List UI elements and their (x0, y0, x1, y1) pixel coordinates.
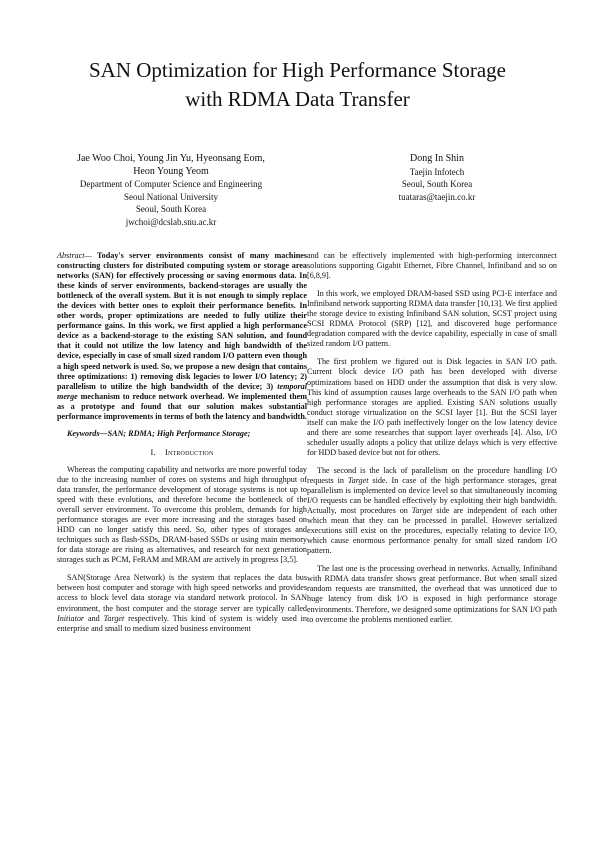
author-email: jwchoi@dcslab.snu.ac.kr (125, 216, 217, 227)
right-paragraph-1: and can be effectively implemented with high-performing interconnect solutions supporting Gigabit Ethernet, Fibre Channel, Infiniband and so on [6,8,9]. (307, 251, 557, 281)
paper-title (40, 56, 555, 114)
abstract-text-2: mechanism to reduce network overhead. We implemented them as a prototype and found that our solution makes substantial performance improvements in terms of both the latency and bandwidth. (57, 391, 307, 421)
author-department: Department of Computer Science and Engineering (79, 179, 263, 189)
abstract-text-1: Today's server environments consist of many machines constructing clusters for distributed computing system or storage area networks (SAN) for effectively processing or saving enormous data. In these kinds of server environments, backend-storages are usually the bottleneck of the overall system. But it is not enough to simply replace the devices with better ones to exploit their performance benefits. In other words, proper optimizations are needed to fully utilize their performance gains. In this work, we first applied a high performance device as a backend-storage to the existing SAN solution, and found that it could not utilize the low latency and high bandwidth of the device, especially in case of small sized random I/O pattern even though a high speed network is used. So, we propose a new design that contains three optimizations: 1) removing disk legacies to lower I/O latency; 2) parallelism to utilize the high bandwidth of the device; 3) (57, 251, 307, 391)
title-line-1: SAN Optimization for High Performance Storage (89, 58, 506, 82)
author-university: Seoul National University (124, 191, 218, 202)
author-organization: Taejin Infotech (409, 166, 465, 177)
author-city: Seoul, South Korea (401, 179, 473, 189)
right-column (307, 251, 557, 628)
left-column (57, 251, 307, 637)
abstract-label: Abstract— (57, 251, 92, 260)
term-initiator: Initiator (57, 613, 85, 623)
author-email: tuataras@taejin.co.kr (398, 191, 476, 202)
abstract (57, 251, 307, 422)
abstract-temporal-merge: temporal merge (57, 381, 307, 401)
author-block-right (352, 153, 522, 203)
right-paragraph-3: The first problem we figured out is Disk legacies in SAN I/O path. Current block device I/O path has been developed with diverse optimizations based on HDD under the assumption that disk is very slow. This kind of assumption causes large overheads to the SAN I/O path when high performance storages are applied. Existing SAN solutions usually conduct storage virtualization on the SCSI layer [1]. But the SCSI layer itself can make the I/O path ineffectively longer on the low latency device and there are some researches that support layer overheads [4]. Also, I/O scheduler usually adopts a policy that utilize delays which is very effective for HDD based device but not for others. (307, 357, 557, 457)
section-number: I. (150, 447, 156, 457)
title-line-2: with RDMA Data Transfer (185, 87, 410, 111)
right-paragraph-4: The second is the lack of parallelism on the procedure handling I/O requests in Target side. In case of the high performance storages, great parallelism is implemented on device level so that simultaneously incoming I/O requests can be handled effectively by exploiting their high bandwidth. Actually, most procedures on Target side are independent of each other which mean that they can be processed in parallel. However serialized executions still exist on the procedures, especially relating to device I/O, which cause enormous performance penalty for small sized random I/O pattern. (307, 465, 558, 556)
author-names-line-1: Jae Woo Choi, Young Jin Yu, Hyeonsang Eom, (77, 153, 265, 164)
author-city: Seoul, South Korea (135, 204, 207, 214)
author-names-line-2: Heon Young Yeom (133, 165, 209, 177)
section-heading (57, 448, 307, 458)
keywords: Keywords—SAN; RDMA; High Performance Storage; (67, 428, 251, 438)
term-target: Target (347, 475, 369, 485)
right-paragraph-2: In this work, we employed DRAM-based SSD using PCI-E interface and Infiniband network supporting RDMA data transfer [10,13]. We first applied the storage device to existing Infiniband SAN solution, SCST project using SCSI RDMA Protocol (SRP) [12], and discovered huge performance degradation compared with the device capability, especially in case of small sized random I/O pattern. (307, 289, 557, 349)
term-target: Target (411, 506, 433, 516)
author-name: Dong In Shin (410, 153, 464, 164)
author-block-left (40, 153, 302, 228)
section-title: Introduction (164, 447, 214, 457)
intro-paragraph-1: Whereas the computing capability and networks are more powerful today due to the increasing number of cores on systems and high throughput of data transfer, the performance development of storage systems is not up to speed with these evolutions, and therefore become the bottleneck of the overall server environment. To overcome this problem, demands for high performance storages are ever more increasing and the storages based on HDD can no longer satisfy this need. So, other types of storages and techniques such as flash-SSDs, DRAM-based SSDs or using main memory for data storage are rising as alternatives, and research for next generation storages such as PCM, FeRAM and MRAM are actively in progress [3,5]. (57, 464, 307, 565)
term-target: Target (103, 613, 125, 623)
right-paragraph-5: The last one is the processing overhead in networks. Actually, Infiniband with RDMA data transfer shows great performance. But when small sized random requests are transmitted, the overhead that was unnoticed due to huge latency from disk I/O is exposed in high performance storage environments. Therefore, we designed some optimizations for SAN I/O path to overcome the problems mentioned earlier. (307, 564, 557, 624)
intro-paragraph-2: SAN(Storage Area Network) is the system that replaces the data bus between host computer and storage with high speed networks and provides access to block level data storage via standard network protocol. In SAN environment, the host computer and the storage server are typically called Initiator and Target respectively. This kind of system is widely used in enterprise and small to medium sized business environment (57, 573, 307, 633)
